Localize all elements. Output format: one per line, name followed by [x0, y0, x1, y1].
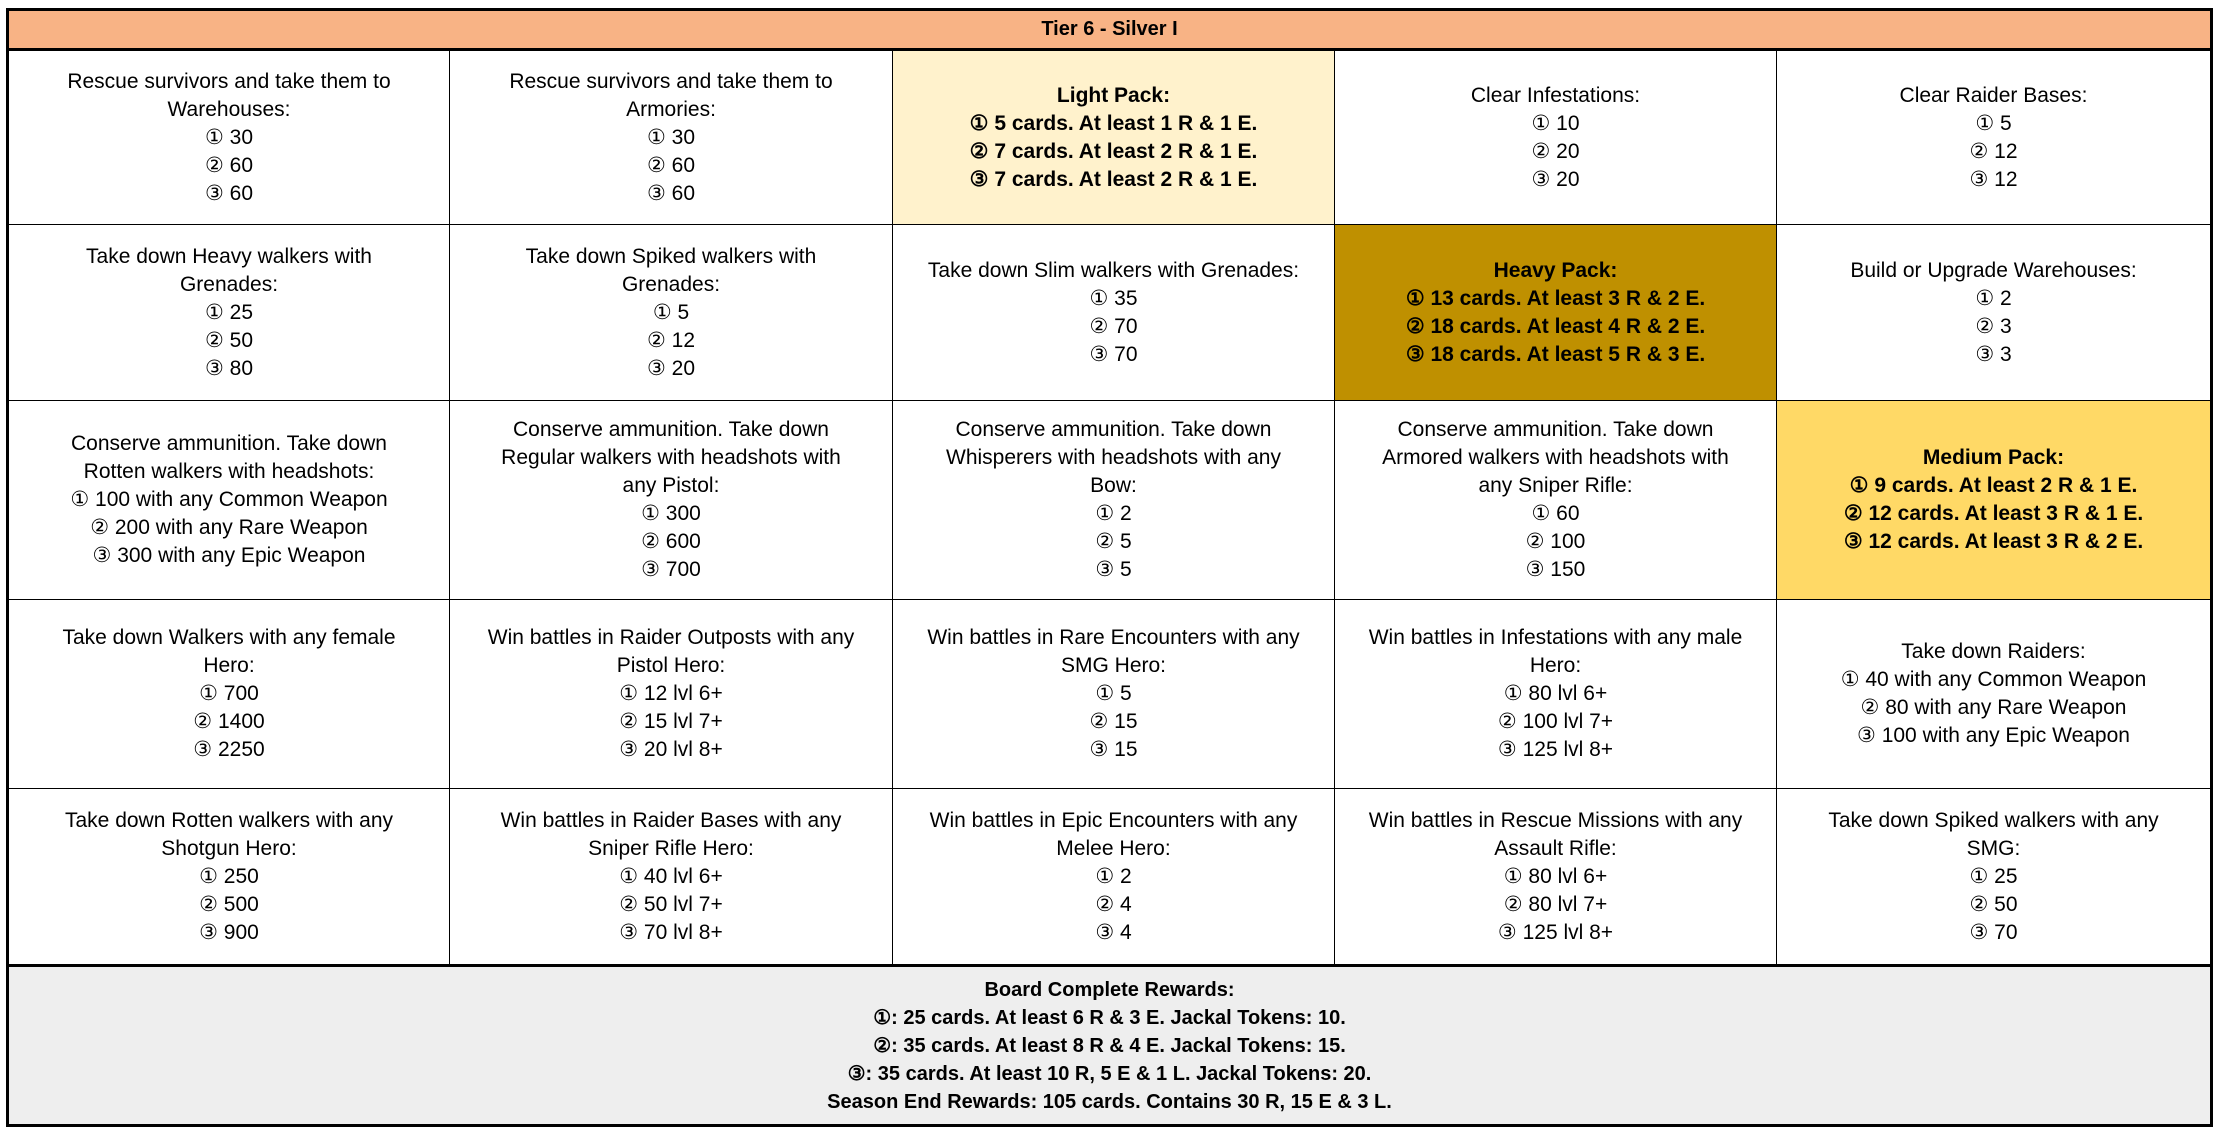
cell-heading: Rescue survivors and take them to — [509, 69, 833, 93]
cell-line: ① 30 — [204, 125, 254, 149]
cell-line: ① 25 — [1969, 864, 2018, 888]
cell-heading: Take down Raiders: — [1901, 640, 2086, 663]
cell-line: ① 100 with any Common Weapon — [70, 488, 388, 511]
task-cell — [893, 225, 1335, 401]
task-cell — [9, 51, 450, 225]
cell-line: ② 600 — [641, 530, 701, 553]
task-cell — [1335, 600, 1777, 789]
task-cell — [893, 789, 1335, 964]
cell-line: ② 1400 — [193, 710, 265, 733]
cell-line: ② 15 — [1089, 710, 1138, 733]
cell-line: ② 12 — [646, 328, 696, 352]
cell-heading: Conserve ammunition. Take down — [513, 418, 829, 441]
cell-line: Bow: — [1090, 474, 1137, 497]
cell-line: ③ 15 — [1089, 738, 1138, 761]
cell-line: ③ 20 — [1531, 167, 1580, 191]
rewards-line: ③: 35 cards. At least 10 R, 5 E & 1 L. Jackal Tokens: 20. — [847, 1062, 1372, 1085]
cell-line: ③ 20 — [646, 356, 696, 380]
cell-line: SMG: — [1966, 836, 2021, 860]
cell-heading: Win battles in Raider Bases with any — [500, 808, 842, 832]
cell-heading: Light Pack: — [1056, 83, 1171, 107]
cell-line: Shotgun Hero: — [161, 836, 297, 860]
cell-line: ② 12 — [1969, 139, 2018, 163]
rewards-line: ②: 35 cards. At least 8 R & 4 E. Jackal Tokens: 15. — [873, 1034, 1346, 1057]
rewards-heading: Board Complete Rewards: — [984, 978, 1235, 1001]
cell-line: Sniper Rifle Hero: — [588, 836, 754, 860]
cell-line: ② 200 with any Rare Weapon — [90, 516, 368, 539]
cell-line: ③ 60 — [204, 181, 254, 205]
cell-line: ① 25 — [204, 300, 254, 324]
tier-title: Tier 6 - Silver I — [9, 11, 2210, 51]
cell-heading: Take down Heavy walkers with — [86, 244, 372, 268]
cell-line: ① 9 cards. At least 2 R & 1 E. — [1849, 474, 2138, 497]
task-cell — [1777, 789, 2210, 964]
cell-line: ③ 125 lvl 8+ — [1497, 920, 1614, 944]
cell-line: Rotten walkers with headshots: — [83, 460, 375, 483]
cell-line: ③ 20 lvl 8+ — [619, 738, 723, 761]
cell-line: Grenades: — [179, 272, 279, 296]
cell-heading: Take down Rotten walkers with any — [65, 808, 393, 832]
cell-line: ② 15 lvl 7+ — [619, 710, 723, 733]
cell-heading: Medium Pack: — [1922, 446, 2065, 469]
task-cell — [450, 225, 893, 401]
cell-line: Regular walkers with headshots with — [501, 446, 841, 469]
cell-heading: Heavy Pack: — [1493, 258, 1618, 282]
cell-line: ③ 12 — [1969, 167, 2018, 191]
cell-line: ③ 7 cards. At least 2 R & 1 E. — [969, 167, 1258, 191]
cell-line: ③ 100 with any Epic Weapon — [1857, 724, 2130, 747]
cell-line: any Sniper Rifle: — [1478, 474, 1633, 497]
cell-line: Assault Rifle: — [1494, 836, 1617, 860]
cell-line: ② 70 — [1089, 314, 1138, 338]
cell-line: ② 80 with any Rare Weapon — [1860, 696, 2127, 719]
task-cell — [893, 401, 1335, 600]
cell-line: ① 60 — [1531, 502, 1580, 525]
cell-heading: Take down Spiked walkers with any — [1828, 808, 2159, 832]
cell-line: Melee Hero: — [1056, 836, 1171, 860]
cell-heading: Clear Raider Bases: — [1899, 83, 2088, 107]
cell-line: ② 50 — [204, 328, 254, 352]
light-pack-reward-cell — [893, 51, 1335, 225]
task-cell — [9, 789, 450, 964]
cell-line: ② 500 — [199, 892, 259, 916]
cell-line: ① 12 lvl 6+ — [619, 682, 723, 705]
task-cell — [450, 51, 893, 225]
cell-line: ② 5 — [1095, 530, 1132, 553]
cell-line: ① 5 — [652, 300, 690, 324]
medium-pack-reward-cell — [1777, 401, 2210, 600]
cell-line: ① 30 — [646, 125, 696, 149]
cell-line: ③ 150 — [1525, 558, 1586, 581]
board-rewards — [9, 964, 2210, 1124]
cell-line: ① 5 — [1975, 111, 2012, 135]
cell-heading: Take down Walkers with any female — [62, 626, 396, 649]
cell-line: ① 2 — [1095, 502, 1132, 525]
task-cell — [450, 401, 893, 600]
cell-line: ③ 3 — [1975, 342, 2012, 366]
cell-line: ① 10 — [1531, 111, 1580, 135]
task-cell — [1777, 600, 2210, 789]
cell-heading: Win battles in Raider Outposts with any — [487, 626, 855, 649]
cell-line: Grenades: — [621, 272, 721, 296]
cell-line: SMG Hero: — [1060, 654, 1167, 677]
cell-line: ③ 5 — [1095, 558, 1132, 581]
cell-line: ③ 300 with any Epic Weapon — [92, 544, 366, 567]
heavy-pack-reward-cell — [1335, 225, 1777, 401]
cell-line: ① 300 — [641, 502, 701, 525]
cell-line: ① 2 — [1975, 286, 2012, 310]
cell-heading: Clear Infestations: — [1470, 83, 1641, 107]
cell-heading: Win battles in Rescue Missions with any — [1368, 808, 1743, 832]
cell-line: ② 12 cards. At least 3 R & 1 E. — [1843, 502, 2144, 525]
task-grid — [9, 51, 2210, 964]
rewards-line: Season End Rewards: 105 cards. Contains 30 R, 15 E & 3 L. — [827, 1090, 1392, 1113]
cell-line: Whisperers with headshots with any — [946, 446, 1281, 469]
cell-line: ② 3 — [1975, 314, 2012, 338]
task-cell — [893, 600, 1335, 789]
cell-heading: Win battles in Rare Encounters with any — [927, 626, 1300, 649]
cell-line: ① 35 — [1089, 286, 1138, 310]
cell-line: ① 250 — [199, 864, 259, 888]
task-cell — [450, 600, 893, 789]
cell-line: ① 5 — [1095, 682, 1132, 705]
cell-line: ③ 125 lvl 8+ — [1497, 738, 1614, 761]
cell-line: ③ 700 — [641, 558, 701, 581]
cell-line: ③ 80 — [204, 356, 254, 380]
cell-heading: Build or Upgrade Warehouses: — [1850, 258, 2137, 282]
cell-line: ③ 900 — [199, 920, 259, 944]
task-cell — [1777, 225, 2210, 401]
cell-line: Hero: — [1529, 654, 1582, 677]
cell-line: ② 50 lvl 7+ — [619, 892, 723, 916]
cell-line: Hero: — [203, 654, 255, 677]
cell-line: ② 20 — [1531, 139, 1580, 163]
cell-heading: Win battles in Infestations with any male — [1368, 626, 1743, 649]
board-table — [6, 8, 2213, 1127]
cell-line: ① 2 — [1095, 864, 1132, 888]
cell-line: ② 50 — [1969, 892, 2018, 916]
rewards-line: ①: 25 cards. At least 6 R & 3 E. Jackal Tokens: 10. — [873, 1006, 1346, 1029]
cell-line: ① 5 cards. At least 1 R & 1 E. — [969, 111, 1258, 135]
cell-line: ② 60 — [204, 153, 254, 177]
cell-line: ③ 2250 — [193, 738, 265, 761]
cell-line: ② 18 cards. At least 4 R & 2 E. — [1405, 314, 1706, 338]
cell-line: ② 4 — [1095, 892, 1132, 916]
cell-line: ③ 60 — [646, 181, 696, 205]
cell-line: ① 80 lvl 6+ — [1503, 682, 1608, 705]
cell-line: ② 60 — [646, 153, 696, 177]
cell-line: ① 40 with any Common Weapon — [1840, 668, 2147, 691]
cell-line: ② 100 — [1525, 530, 1586, 553]
cell-heading: Win battles in Epic Encounters with any — [929, 808, 1298, 832]
cell-line: ② 7 cards. At least 2 R & 1 E. — [969, 139, 1258, 163]
task-cell — [1777, 51, 2210, 225]
cell-line: ③ 70 lvl 8+ — [619, 920, 723, 944]
task-cell — [1335, 401, 1777, 600]
cell-heading: Conserve ammunition. Take down — [955, 418, 1272, 441]
task-cell — [450, 789, 893, 964]
cell-heading: Conserve ammunition. Take down — [71, 432, 387, 455]
cell-line: Warehouses: — [167, 97, 291, 121]
cell-heading: Take down Slim walkers with Grenades: — [927, 258, 1300, 282]
cell-line: ③ 70 — [1089, 342, 1138, 366]
cell-line: ② 80 lvl 7+ — [1503, 892, 1608, 916]
cell-line: Armories: — [626, 97, 716, 121]
task-cell — [9, 225, 450, 401]
cell-line: ③ 4 — [1095, 920, 1132, 944]
cell-line: Armored walkers with headshots with — [1382, 446, 1729, 469]
cell-line: ① 13 cards. At least 3 R & 2 E. — [1405, 286, 1706, 310]
cell-line: ① 700 — [199, 682, 259, 705]
cell-heading: Take down Spiked walkers with — [525, 244, 817, 268]
cell-line: any Pistol: — [622, 474, 720, 497]
task-cell — [9, 600, 450, 789]
task-cell — [9, 401, 450, 600]
task-cell — [1335, 789, 1777, 964]
cell-line: ① 40 lvl 6+ — [619, 864, 723, 888]
cell-heading: Conserve ammunition. Take down — [1397, 418, 1714, 441]
cell-line: ① 80 lvl 6+ — [1503, 864, 1608, 888]
cell-line: Pistol Hero: — [616, 654, 726, 677]
cell-line: ② 100 lvl 7+ — [1497, 710, 1614, 733]
cell-line: ③ 12 cards. At least 3 R & 2 E. — [1843, 530, 2144, 553]
cell-heading: Rescue survivors and take them to — [67, 69, 391, 93]
task-cell — [1335, 51, 1777, 225]
cell-line: ③ 70 — [1969, 920, 2018, 944]
cell-line: ③ 18 cards. At least 5 R & 3 E. — [1405, 342, 1706, 366]
